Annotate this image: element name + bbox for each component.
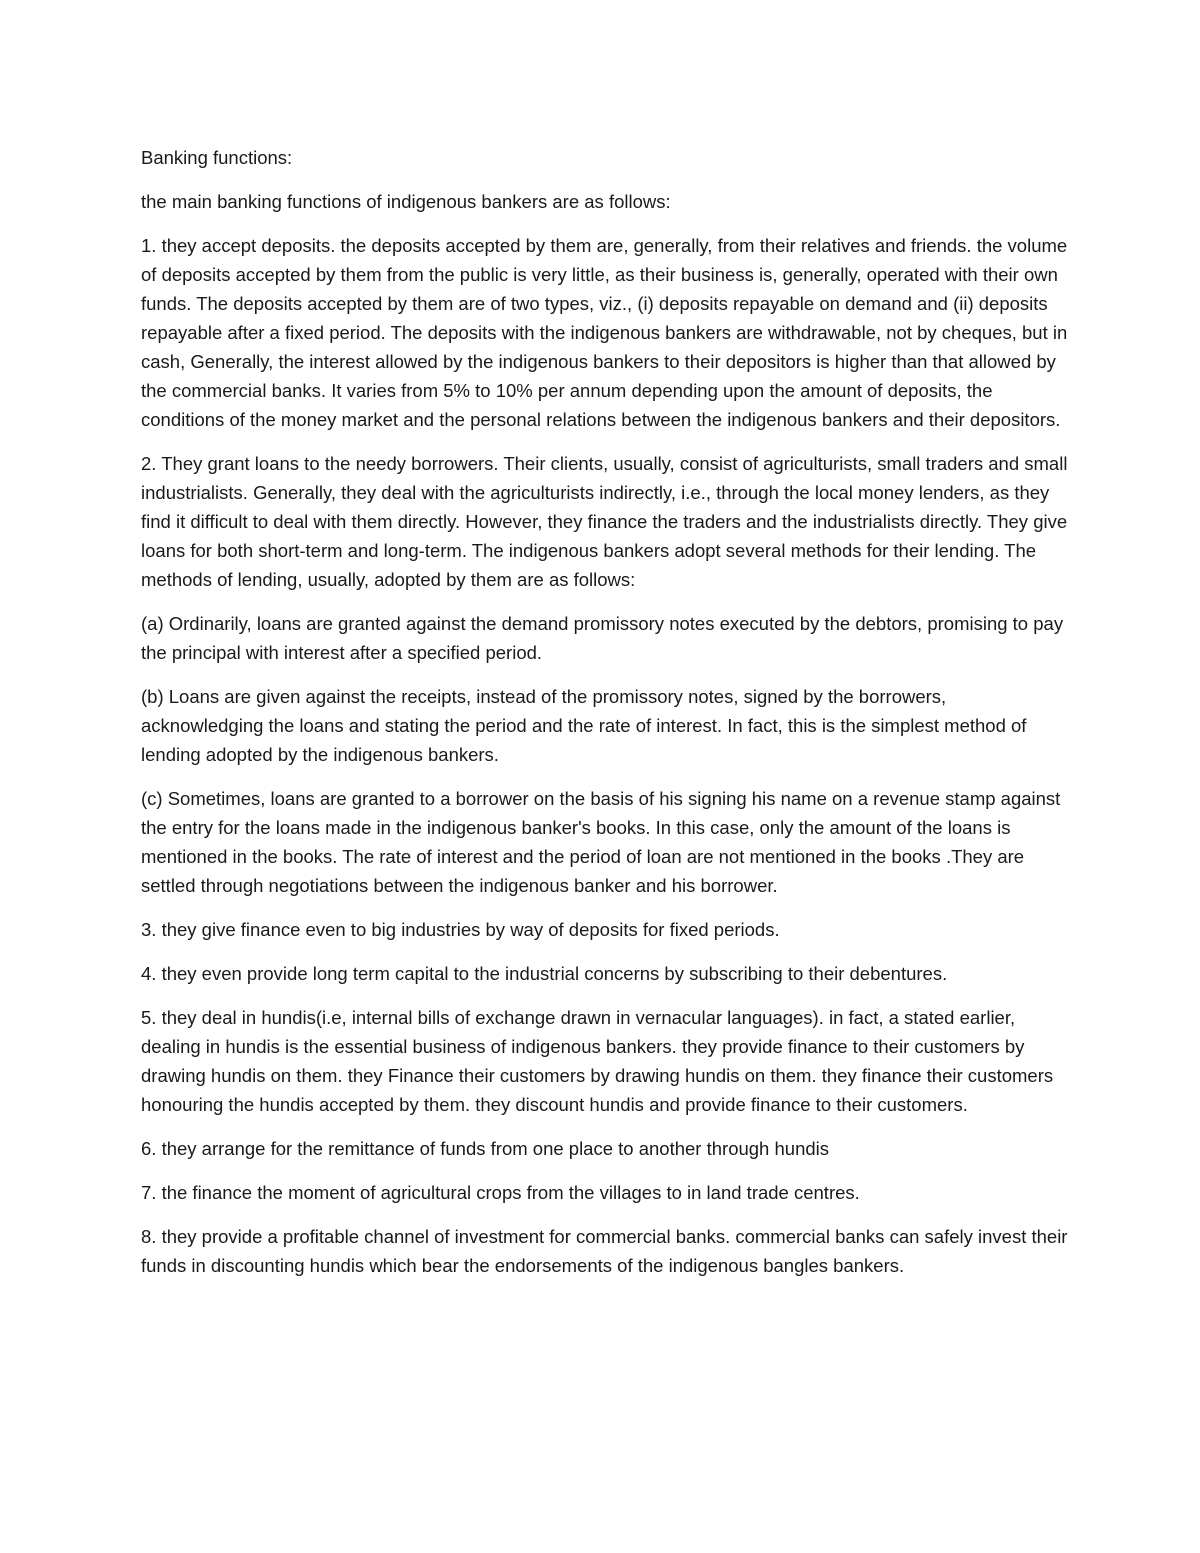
paragraph-4-long-term-capital: 4. they even provide long term capital to the industrial concerns by subscribing to their debentures. [141, 963, 948, 984]
paragraph-2-loans: 2. They grant loans to the needy borrowers. Their clients, usually, consist of agriculturists, small traders and small industrialists. Generally, they deal with the agriculturists indirectly, i.e., through the local money lenders, as they find it difficult to deal with them directly. However, they finance the traders and the industrialists directly. They give loans for both short-term and long-term. The indigenous bankers adopt several methods for their lending. The methods of lending, usually, adopted by them are as follows: [141, 453, 1068, 590]
intro-paragraph: the main banking functions of indigenous bankers are as follows: [141, 191, 671, 212]
paragraph-7-crops: 7. the finance the moment of agricultural crops from the villages to in land trade centres. [141, 1182, 860, 1203]
paragraph-2b-receipts: (b) Loans are given against the receipts, instead of the promissory notes, signed by the borrowers, acknowledging the loans and stating the period and the rate of interest. In fact, this is the simplest method of lending adopted by the indigenous bankers. [141, 686, 1027, 765]
paragraph-8-investment-channel: 8. they provide a profitable channel of investment for commercial banks. commercial banks can safely invest their funds in discounting hundis which bear the endorsements of the indigenous bangles bankers. [141, 1226, 1068, 1276]
paragraph-3-big-industries: 3. they give finance even to big industries by way of deposits for fixed periods. [141, 919, 780, 940]
paragraph-2a-promissory-notes: (a) Ordinarily, loans are granted against the demand promissory notes executed by the debtors, promising to pay the principal with interest after a specified period. [141, 613, 1064, 663]
paragraph-1-deposits: 1. they accept deposits. the deposits accepted by them are, generally, from their relatives and friends. the volume of deposits accepted by them from the public is very little, as their business is, generally, operated with their own funds. The deposits accepted by them are of two types, viz., (i) deposits repayable on demand and (ii) deposits repayable after a fixed period. The deposits with the indigenous bankers are withdrawable, not by cheques, but in cash, Generally, the interest allowed by the indigenous bankers to their depositors is higher than that allowed by the commercial banks. It varies from 5% to 10% per annum depending upon the amount of deposits, the conditions of the money market and the personal relations between the indigenous bankers and their depositors. [141, 235, 1068, 430]
paragraph-5-hundis: 5. they deal in hundis(i.e, internal bills of exchange drawn in vernacular languages). in fact, a stated earlier, dealing in hundis is the essential business of indigenous bankers. they provide finance to their customers by drawing hundis on them. they Finance their customers by drawing hundis on them. they finance their customers honouring the hundis accepted by them. they discount hundis and provide finance to their customers. [141, 1007, 1054, 1115]
document-page [141, 143, 1071, 1295]
paragraph-2c-revenue-stamp: (c) Sometimes, loans are granted to a borrower on the basis of his signing his name on a revenue stamp against the entry for the loans made in the indigenous banker's books. In this case, only the amount of the loans is mentioned in the books. The rate of interest and the period of loan are not mentioned in the books .They are settled through negotiations between the indigenous banker and his borrower. [141, 788, 1061, 896]
paragraph-6-remittance: 6. they arrange for the remittance of funds from one place to another through hundis [141, 1138, 830, 1159]
document-title: Banking functions: [141, 147, 293, 168]
